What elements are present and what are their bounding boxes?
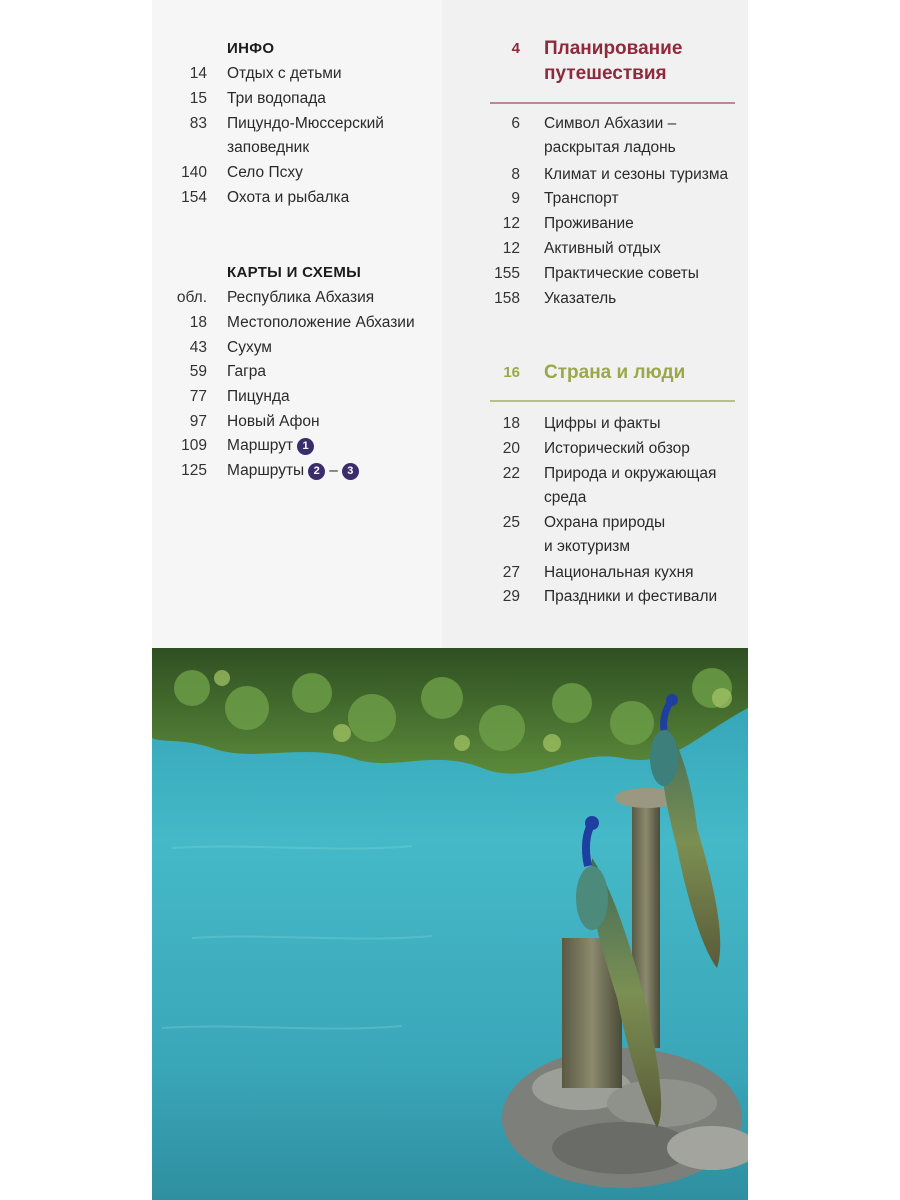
toc-entry[interactable] — [152, 410, 442, 434]
toc-entry-text: Проживание — [544, 215, 634, 232]
toc-entry-text-continued: раскрытая ладонь — [544, 139, 676, 156]
info-section-title: ИНФО — [227, 40, 275, 57]
chapter-country[interactable] — [442, 360, 748, 406]
toc-entry[interactable] — [152, 311, 442, 335]
toc-entry[interactable] — [442, 212, 748, 236]
toc-entry-text-block — [227, 459, 359, 483]
toc-page-number: 12 — [502, 240, 520, 257]
toc-entry[interactable] — [442, 112, 748, 160]
chapter-page-number: 16 — [503, 364, 520, 381]
toc-page-number: 59 — [189, 363, 207, 380]
toc-entry-text: Пицундо-Мюссерский — [227, 115, 384, 132]
photo-illustration — [152, 648, 748, 1200]
toc-page-number: 155 — [494, 265, 520, 282]
toc-entry-text: Отдых с детьми — [227, 65, 342, 82]
toc-page-number: 140 — [181, 164, 207, 181]
toc-page-number: 14 — [189, 65, 207, 82]
toc-entry-text: Охота и рыбалка — [227, 189, 350, 206]
toc-entry-text-continued: и экотуризм — [544, 538, 630, 555]
route-number-badge: 3 — [342, 463, 359, 480]
toc-entry[interactable] — [442, 187, 748, 211]
toc-entry[interactable] — [442, 561, 748, 585]
toc-page-number: 18 — [502, 415, 520, 432]
toc-entry-text: Местоположение Абхазии — [227, 314, 415, 331]
toc-entry-text: Маршрут — [227, 437, 294, 454]
toc-entry-text: Климат и сезоны туризма — [544, 166, 729, 183]
toc-entry[interactable] — [442, 163, 748, 187]
toc-entry-text-block — [544, 511, 665, 559]
toc-entry[interactable] — [442, 262, 748, 286]
toc-page-number: 29 — [502, 588, 520, 605]
route-number-badge: 1 — [297, 438, 314, 455]
toc-page-number: 154 — [181, 189, 207, 206]
toc-page-number: 20 — [502, 440, 520, 457]
toc-page-number: 15 — [189, 90, 207, 107]
lake-peacocks-photo — [152, 648, 748, 1200]
toc-entry-text: Активный отдых — [544, 240, 661, 257]
toc-entry[interactable] — [152, 336, 442, 360]
toc-entry-text-block — [227, 112, 384, 160]
toc-entry[interactable] — [152, 87, 442, 111]
chapter-divider — [490, 400, 735, 402]
toc-page-number: 9 — [511, 190, 520, 207]
toc-entry-text: Маршруты — [227, 462, 305, 479]
toc-entry-text: Гагра — [227, 363, 267, 380]
toc-entry-text-block — [544, 462, 716, 510]
toc-page-number: 27 — [502, 564, 520, 581]
toc-entry-text: Республика Абхазия — [227, 289, 375, 306]
toc-page-number: 43 — [189, 339, 207, 356]
range-dash: – — [329, 462, 338, 479]
toc-page-number: 22 — [502, 465, 520, 482]
route-number-badge: 2 — [308, 463, 325, 480]
toc-entry-text: Три водопада — [227, 90, 326, 107]
toc-entry[interactable] — [152, 459, 442, 483]
toc-entry-text-continued: среда — [544, 489, 587, 506]
toc-page-number: 125 — [181, 462, 207, 479]
toc-page-number: 97 — [189, 413, 207, 430]
toc-page-number: 83 — [189, 115, 207, 132]
toc-entry[interactable] — [152, 62, 442, 86]
toc-entry[interactable] — [152, 434, 442, 458]
toc-entry[interactable] — [152, 112, 442, 160]
toc-entry[interactable] — [152, 161, 442, 185]
toc-entry[interactable] — [152, 385, 442, 409]
toc-entry-text: Транспорт — [544, 190, 619, 207]
chapter-page-number: 4 — [511, 40, 520, 57]
toc-page-number: 6 — [511, 115, 520, 132]
toc-entry[interactable] — [442, 412, 748, 436]
toc-page-number: 18 — [189, 314, 207, 331]
toc-entry-text: Практические советы — [544, 265, 699, 282]
toc-entry-text: Праздники и фестивали — [544, 588, 718, 605]
toc-entry-text: Сухум — [227, 339, 272, 356]
toc-entry-text: Пицунда — [227, 388, 290, 405]
toc-entry[interactable] — [442, 237, 748, 261]
toc-entry-text-block — [544, 112, 676, 160]
toc-entry[interactable] — [442, 585, 748, 609]
left-toc-column — [152, 0, 442, 648]
toc-entry[interactable] — [442, 511, 748, 559]
chapter-divider — [490, 102, 735, 104]
toc-page-number: 77 — [189, 388, 207, 405]
toc-entry-text: Исторический обзор — [544, 440, 690, 457]
toc-entry-text: Символ Абхазии – — [544, 115, 677, 132]
toc-entry-text: Цифры и факты — [544, 415, 661, 432]
toc-page-number: 8 — [511, 166, 520, 183]
toc-entry-text: Национальная кухня — [544, 564, 694, 581]
toc-page-number: 12 — [502, 215, 520, 232]
toc-entry-text: Природа и окружающая — [544, 465, 717, 482]
toc-entry[interactable] — [442, 462, 748, 510]
chapter-title-line: путешествия — [544, 63, 667, 84]
chapter-title: Страна и люди — [544, 362, 686, 383]
toc-entry-text: Село Псху — [227, 164, 303, 181]
right-toc-column — [442, 0, 748, 648]
toc-entry[interactable] — [442, 287, 748, 311]
toc-page-number: 25 — [502, 514, 520, 531]
maps-section-title: КАРТЫ И СХЕМЫ — [227, 264, 362, 281]
toc-entry[interactable] — [152, 286, 442, 310]
toc-entry-text: Указатель — [544, 290, 617, 307]
toc-entry[interactable] — [152, 360, 442, 384]
toc-page-number: 158 — [494, 290, 520, 307]
toc-entry[interactable] — [152, 186, 442, 210]
toc-entry-text: Новый Афон — [227, 413, 320, 430]
toc-entry[interactable] — [442, 437, 748, 461]
chapter-title — [544, 36, 682, 86]
toc-page-number: обл. — [176, 289, 207, 306]
toc-entry-text-block — [227, 434, 314, 458]
toc-entry-text-continued: заповедник — [227, 139, 310, 156]
toc-page-number: 109 — [181, 437, 207, 454]
toc-entry-text: Охрана природы — [544, 514, 666, 531]
chapter-title-line: Планирование — [544, 38, 683, 59]
chapter-planning[interactable] — [442, 36, 748, 108]
